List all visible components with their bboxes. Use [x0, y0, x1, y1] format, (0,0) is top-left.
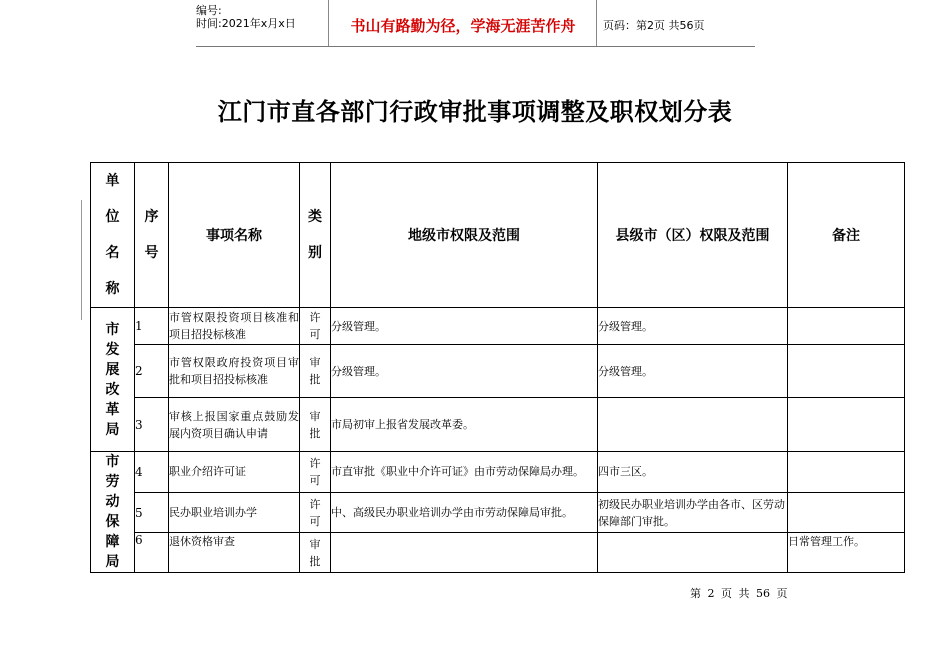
city-scope-cell: 分级管理。: [331, 308, 598, 345]
category-text: 许可: [309, 497, 321, 528]
category-cell: [300, 492, 331, 533]
category-cell: [300, 452, 331, 493]
city-scope-cell: 市局初审上报省发展改革委。: [331, 398, 598, 452]
county-scope-cell: [598, 398, 788, 452]
seq-cell: 4: [135, 452, 169, 493]
remark-cell: [788, 492, 905, 533]
header-name: 事项名称: [169, 163, 300, 308]
header-divider: [196, 46, 755, 47]
county-scope-cell: 分级管理。: [598, 345, 788, 398]
remark-cell: [788, 398, 905, 452]
table-row: [91, 308, 905, 345]
table-row: [91, 533, 905, 573]
category-text: 审批: [309, 537, 321, 568]
table-row: [91, 398, 905, 452]
page-footer: 第 2 页 共 56 页: [690, 587, 788, 600]
seq-cell: 1: [135, 308, 169, 345]
remark-cell: 日常管理工作。: [788, 533, 905, 573]
remark-cell: [788, 452, 905, 493]
header-unit: [91, 163, 135, 308]
document-title: 江门市直各部门行政审批事项调整及职权划分表: [217, 97, 733, 126]
city-scope-cell: [331, 533, 598, 573]
header-remarks: 备注: [788, 163, 905, 308]
header-unit-text: 单位名称: [105, 173, 120, 297]
table-row: [91, 452, 905, 493]
header-seq-text: 序号: [144, 209, 159, 261]
category-cell: [300, 308, 331, 345]
item-name-cell: 职业介绍许可证: [169, 452, 300, 493]
seq-cell: 2: [135, 345, 169, 398]
time-label: 时间:2021年x月x日: [196, 17, 296, 30]
item-name-cell: 市管权限投资项目核准和项目招投标核准: [169, 308, 300, 345]
remark-cell: [788, 308, 905, 345]
category-text: 审批: [309, 356, 321, 386]
county-scope-cell: 初级民办职业培训办学由各市、区劳动保障部门审批。: [598, 492, 788, 533]
category-text: 许可: [309, 456, 321, 487]
unit-name: 市劳动保障局: [105, 454, 120, 570]
header-seq: [135, 163, 169, 308]
city-scope-cell: 分级管理。: [331, 345, 598, 398]
header-motto: 书山有路勤为径，学海无涯苦作舟: [330, 0, 597, 46]
header-page-info: 页码：第2页 共56页: [603, 19, 705, 32]
page-header: [196, 0, 755, 46]
unit-cell: [91, 452, 135, 573]
item-name-cell: 民办职业培训办学: [169, 492, 300, 533]
remark-cell: [788, 345, 905, 398]
seq-cell: 5: [135, 492, 169, 533]
item-name-cell: 退休资格审查: [169, 533, 300, 573]
table-row: [91, 345, 905, 398]
table-row: [91, 492, 905, 533]
code-label: 编号:: [196, 4, 222, 17]
item-name-cell: 审核上报国家重点鼓励发展内资项目确认申请: [169, 398, 300, 452]
unit-name: 市发展改革局: [105, 321, 120, 438]
header-category-text: 类别: [308, 209, 322, 261]
category-text: 许可: [309, 311, 321, 341]
category-cell: [300, 345, 331, 398]
approval-table: [90, 162, 905, 573]
seq-cell: 6: [135, 533, 169, 573]
category-cell: [300, 398, 331, 452]
county-scope-cell: 分级管理。: [598, 308, 788, 345]
table-header-row: [91, 163, 905, 308]
header-county-scope: 县级市（区）权限及范围: [598, 163, 788, 308]
category-text: 审批: [309, 409, 321, 440]
category-cell: [300, 533, 331, 573]
city-scope-cell: 市直审批《职业中介许可证》由市劳动保障局办理。: [331, 452, 598, 493]
header-meta: [196, 0, 329, 46]
header-category: [300, 163, 331, 308]
seq-cell: 3: [135, 398, 169, 452]
margin-line: [81, 200, 82, 320]
item-name-cell: 市管权限政府投资项目审批和项目招投标核准: [169, 345, 300, 398]
header-city-scope: 地级市权限及范围: [331, 163, 598, 308]
county-scope-cell: 四市三区。: [598, 452, 788, 493]
unit-cell: [91, 308, 135, 452]
city-scope-cell: 中、高级民办职业培训办学由市劳动保障局审批。: [331, 492, 598, 533]
county-scope-cell: [598, 533, 788, 573]
